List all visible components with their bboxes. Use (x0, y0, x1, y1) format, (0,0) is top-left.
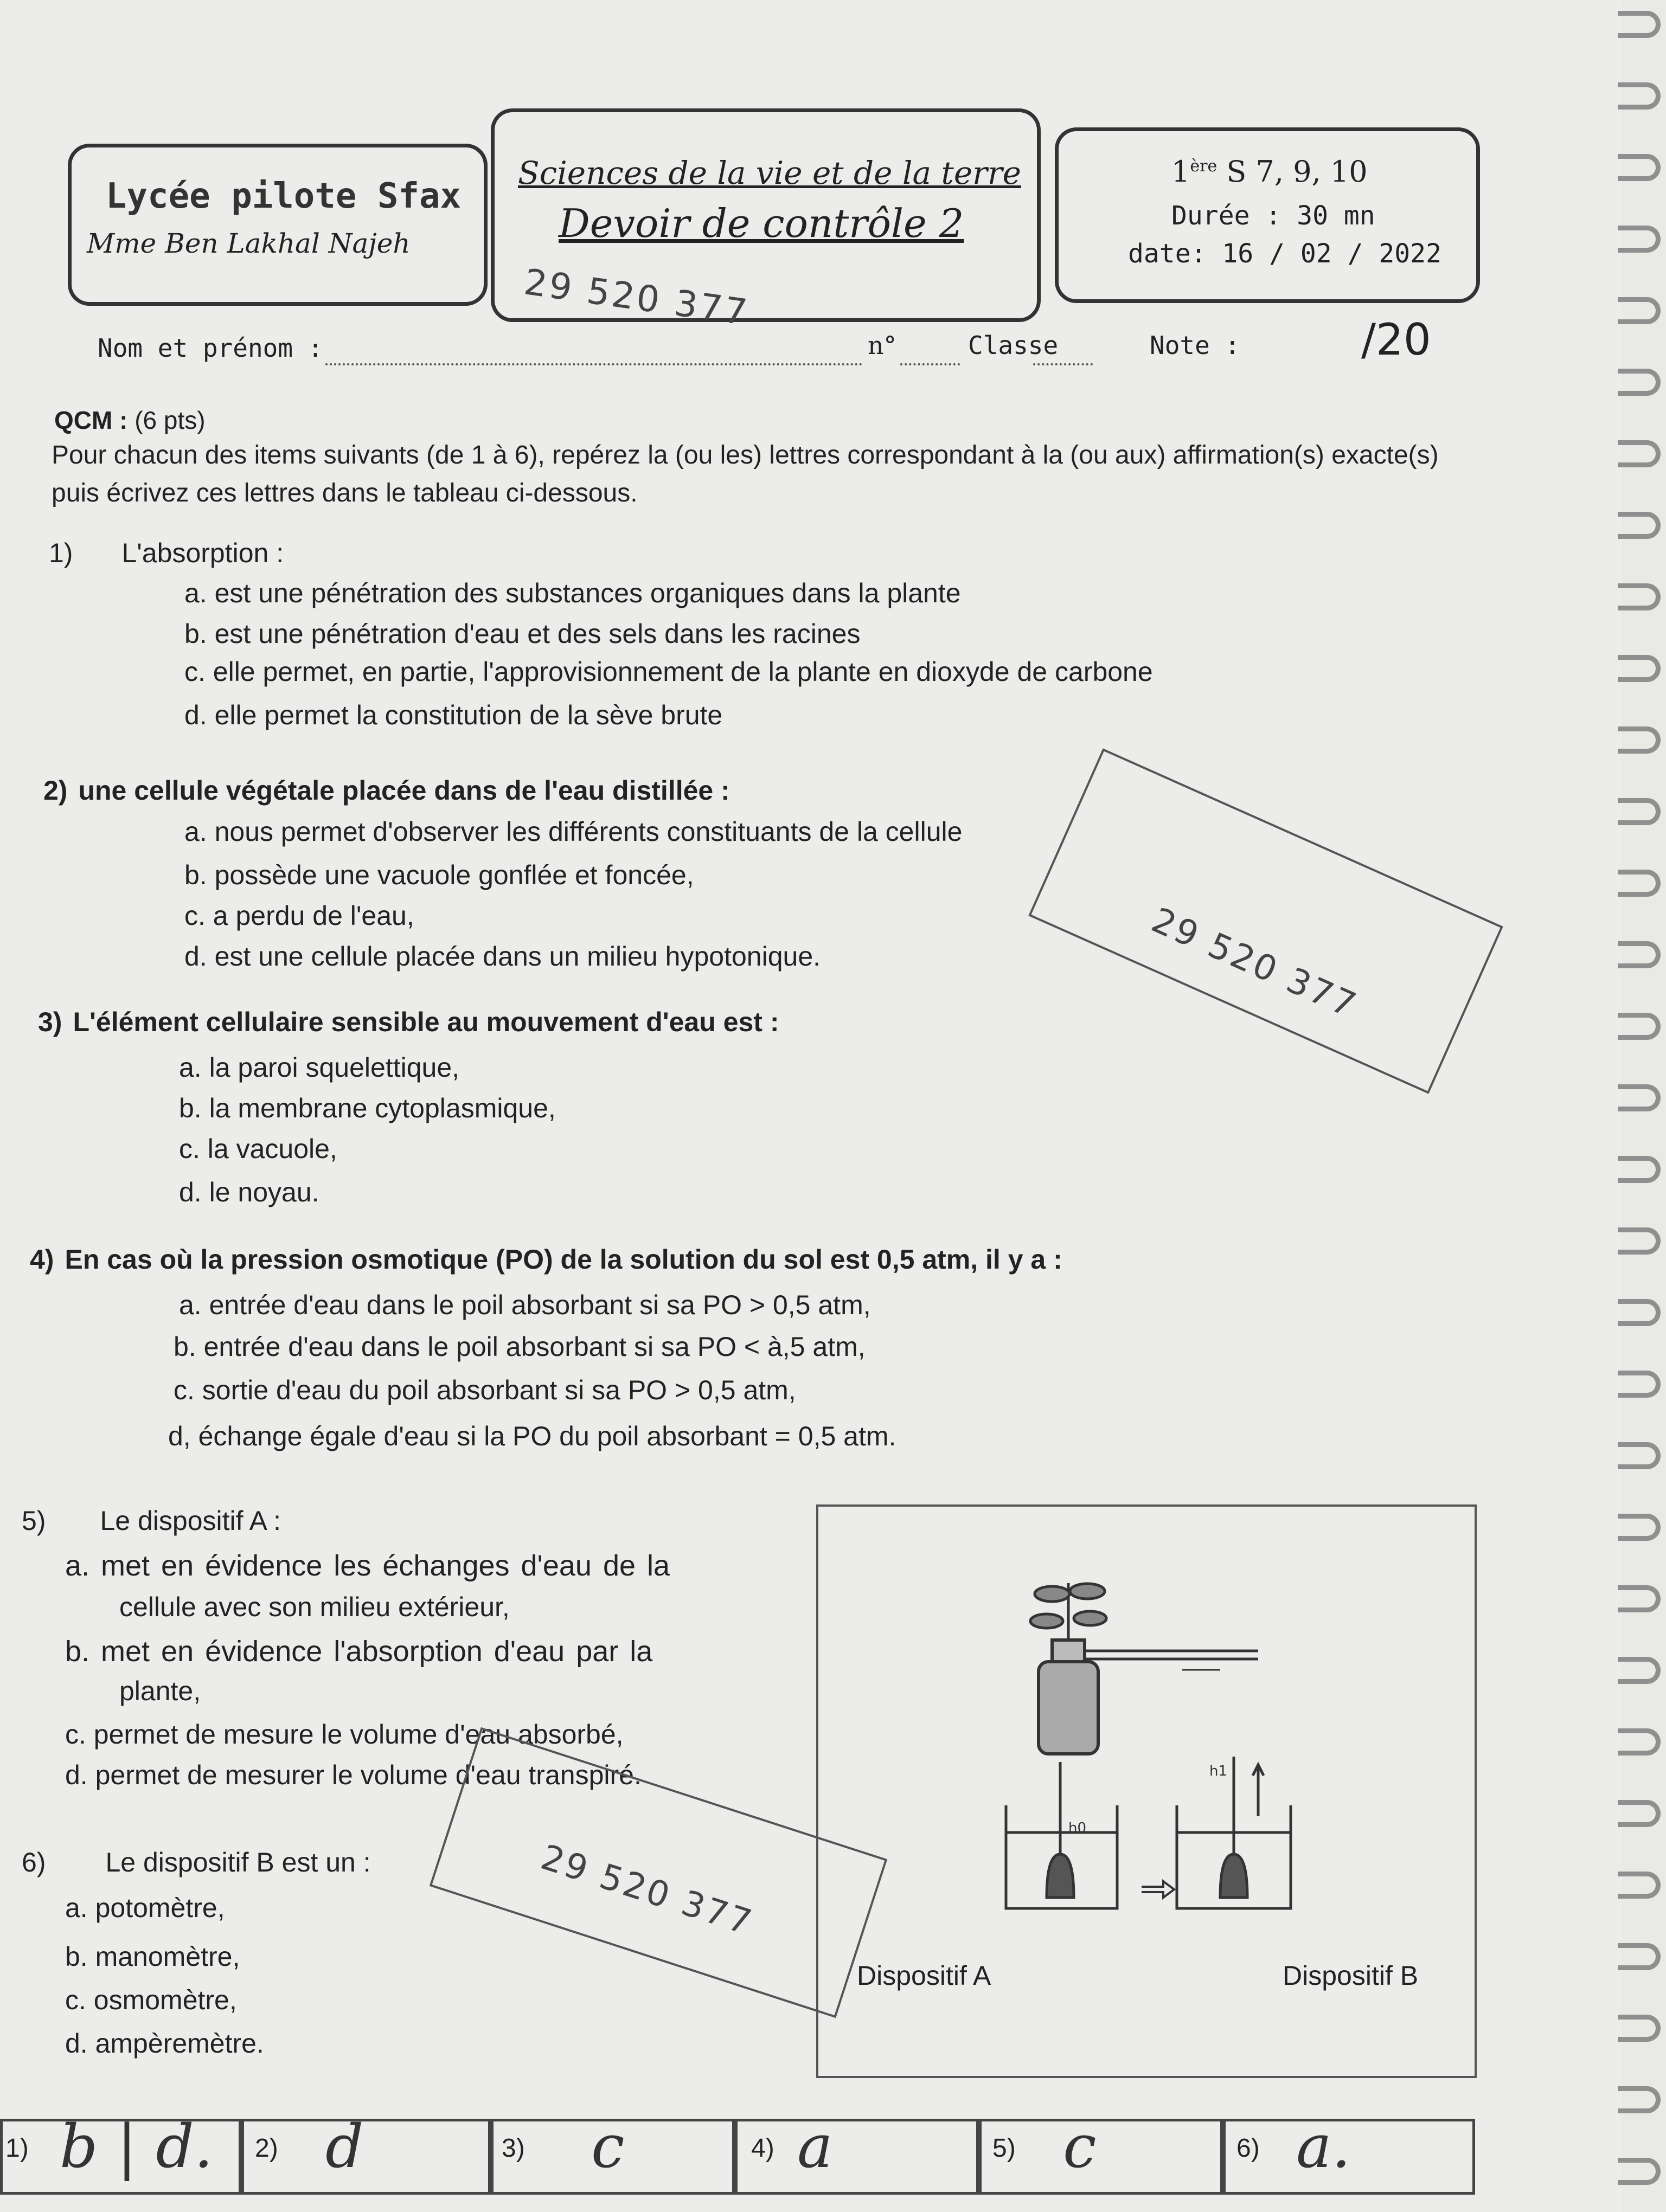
spiral-ring (1618, 655, 1661, 682)
qcm-label: QCM : (54, 406, 128, 434)
q5-option-b: b. met en évidence l'absorption d'eau par la (65, 1635, 653, 1668)
q2-option-a: a. nous permet d'observer les différents constituants de la cellule (184, 816, 963, 847)
question-2 (43, 777, 730, 804)
arrow-icon (1142, 1881, 1174, 1898)
answer-label-4: 4) (751, 2134, 774, 2163)
exam-date: date: 16 / 02 / 2022 (1128, 239, 1441, 269)
question-6-num: 6) (22, 1847, 46, 1877)
q5-option-a: a. met en évidence les échanges d'eau de la (65, 1549, 670, 1582)
note-label: Note : (1150, 331, 1240, 360)
h0-label: h0 (1068, 1820, 1087, 1836)
school-box (68, 144, 488, 306)
question-3-num: 3) (38, 1007, 62, 1037)
question-2-num: 2) (43, 775, 68, 806)
class-rest: S 7, 9, 10 (1226, 155, 1368, 189)
qcm-title (54, 406, 206, 435)
q6-option-b: b. manomètre, (65, 1941, 240, 1972)
osmometer-b-icon (1177, 1757, 1291, 1908)
question-5-num: 5) (22, 1506, 46, 1536)
question-6 (22, 1849, 371, 1876)
question-1 (49, 539, 284, 567)
h1-label: h1 (1209, 1763, 1228, 1779)
q6-option-c: c. osmomètre, (65, 1985, 237, 2015)
spiral-ring (1618, 1156, 1661, 1183)
q5-option-b-cont: plante, (119, 1676, 201, 1706)
spiral-ring (1618, 1728, 1661, 1756)
duration: Durée : 30 mn (1171, 201, 1375, 231)
dispositif-a-label: Dispositif A (857, 1960, 991, 1991)
spiral-ring (1618, 154, 1661, 181)
spiral-ring (1618, 1585, 1661, 1612)
q4-option-d: d, échange égale d'eau si la PO du poil absorbant = 0,5 atm. (168, 1421, 896, 1451)
spiral-ring (1618, 2015, 1661, 2042)
q2-option-d: d. est une cellule placée dans un milieu hypotonique. (184, 941, 821, 972)
answer-label-1: 1) (5, 2134, 29, 2163)
question-4-num: 4) (30, 1244, 54, 1275)
answer-value-2: d (325, 2112, 364, 2181)
teacher-name: Mme Ben Lakhal Najeh (87, 228, 411, 259)
q5-option-c: c. permet de mesure le volume d'eau absorbé, (65, 1719, 624, 1750)
spiral-ring (1618, 440, 1661, 467)
answer-value-3: c (591, 2112, 625, 2181)
q6-option-a: a. potomètre, (65, 1893, 225, 1923)
spiral-ring (1618, 1299, 1661, 1326)
spiral-ring (1618, 1371, 1661, 1398)
spiral-ring (1618, 1227, 1661, 1255)
spiral-ring (1618, 1800, 1661, 1827)
spiral-ring (1618, 1514, 1661, 1541)
spiral-ring (1618, 2158, 1661, 2185)
q4-option-c: c. sortie d'eau du poil absorbant si sa PO > 0,5 atm, (174, 1375, 796, 1405)
class-num: 1 (1171, 155, 1190, 189)
osmometer-a-icon (1006, 1762, 1117, 1908)
device-figure (976, 1561, 1464, 1941)
q5-option-d: d. permet de mesurer le volume d'eau transpiré. (65, 1760, 642, 1790)
qcm-points: (6 pts) (134, 406, 206, 434)
question-5-text: Le dispositif A : (100, 1506, 281, 1536)
answer-value-6: a. (1296, 2112, 1351, 2181)
spiral-ring (1618, 2086, 1661, 2113)
q4-option-a: a. entrée d'eau dans le poil absorbant si sa PO > 0,5 atm, (179, 1290, 871, 1320)
stamp-number-middle: 29 520 377 (1145, 900, 1363, 1027)
q1-option-d: d. elle permet la constitution de la sève brute (184, 700, 723, 730)
spiral-ring (1618, 1943, 1661, 1970)
q2-option-b: b. possède une vacuole gonflée et foncée, (184, 860, 694, 890)
class-level (1171, 155, 1368, 189)
question-5 (22, 1507, 281, 1534)
exam-title: Devoir de contrôle 2 (559, 201, 964, 246)
spiral-ring (1618, 1657, 1661, 1684)
spiral-binding (1601, 0, 1666, 2212)
spiral-ring (1618, 1442, 1661, 1469)
q1-option-a: a. est une pénétration des substances organiques dans la plante (184, 578, 961, 608)
subject-title: Sciences de la vie et de la terre (518, 155, 1021, 191)
bottle-icon (1039, 1640, 1098, 1754)
q2-option-c: c. a perdu de l'eau, (184, 901, 414, 931)
class-label: Classe (968, 331, 1059, 360)
number-field-line[interactable] (900, 363, 960, 365)
spiral-ring (1618, 512, 1661, 539)
dispositif-b-label: Dispositif B (1283, 1960, 1419, 1991)
question-2-text: une cellule végétale placée dans de l'eau distillée : (78, 775, 730, 806)
answer-label-5: 5) (992, 2134, 1016, 2163)
school-name: Lycée pilote Sfax (106, 176, 462, 216)
spiral-ring (1618, 11, 1661, 38)
spiral-ring (1618, 1872, 1661, 1899)
stamp-number-lower: 29 520 377 (536, 1837, 758, 1944)
q3-option-b: b. la membrane cytoplasmique, (179, 1093, 556, 1123)
spiral-ring (1618, 1013, 1661, 1040)
question-4-text: En cas où la pression osmotique (PO) de la solution du sol est 0,5 atm, il y a : (65, 1244, 1062, 1275)
spiral-ring (1618, 798, 1661, 825)
answer-value-4: a (797, 2112, 833, 2181)
answer-label-3: 3) (502, 2134, 525, 2163)
spiral-ring (1618, 583, 1661, 610)
spiral-ring (1618, 941, 1661, 968)
class-sup: ère (1190, 157, 1218, 176)
answer-value-5: c (1063, 2112, 1097, 2181)
name-field-line[interactable] (325, 363, 862, 365)
spiral-ring (1618, 226, 1661, 253)
q3-option-d: d. le noyau. (179, 1177, 319, 1207)
question-6-text: Le dispositif B est un : (105, 1847, 371, 1877)
qcm-instruction: Pour chacun des items suivants (de 1 à 6), repérez la (ou les) lettres correspondant à la (ou aux) affirmation(s) exacte(s) puis écrivez ces lettres dans le tableau ci-dessous. (52, 441, 1439, 507)
spiral-ring (1618, 369, 1661, 396)
plant-icon (1030, 1583, 1106, 1643)
answer-label-6: 6) (1236, 2134, 1260, 2163)
q6-option-d: d. ampèremètre. (65, 2028, 264, 2059)
answer-value-1: b | d. (60, 2112, 213, 2181)
note-total: /20 (1361, 314, 1431, 365)
question-1-text: L'absorption : (121, 538, 284, 568)
q3-option-a: a. la paroi squelettique, (179, 1052, 460, 1083)
answer-label-2: 2) (255, 2134, 278, 2163)
q1-option-b: b. est une pénétration d'eau et des sels dans les racines (184, 619, 861, 649)
capillary-tube-icon (1085, 1651, 1258, 1670)
class-field-line[interactable] (1033, 363, 1093, 365)
spiral-ring (1618, 726, 1661, 754)
q3-option-c: c. la vacuole, (179, 1134, 337, 1164)
name-label: Nom et prénom : (98, 333, 323, 363)
spiral-ring (1618, 1084, 1661, 1111)
question-3 (38, 1008, 779, 1036)
question-1-num: 1) (49, 538, 73, 568)
number-label: n° (868, 331, 896, 360)
stamp-number-top: 29 520 377 (521, 261, 752, 334)
spiral-ring (1618, 297, 1661, 324)
question-3-text: L'élément cellulaire sensible au mouvement d'eau est : (73, 1007, 779, 1037)
spiral-ring (1618, 82, 1661, 110)
spiral-ring (1618, 870, 1661, 897)
question-4 (30, 1246, 1062, 1273)
q5-option-a-cont: cellule avec son milieu extérieur, (119, 1592, 510, 1622)
q1-option-c: c. elle permet, en partie, l'approvisionnement de la plante en dioxyde de carbone (184, 657, 1153, 687)
q4-option-b: b. entrée d'eau dans le poil absorbant si sa PO < à,5 atm, (174, 1332, 866, 1362)
